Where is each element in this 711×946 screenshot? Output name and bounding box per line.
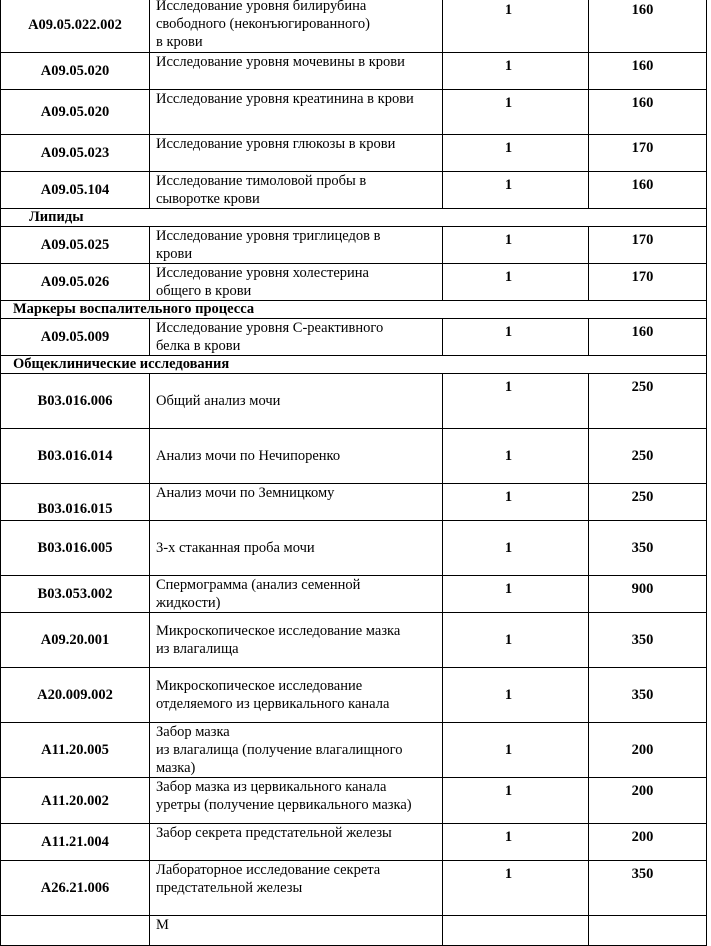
service-price: 250: [589, 484, 707, 521]
service-name: Забор мазка из влагалища (получение влагалищного мазка): [150, 723, 443, 778]
service-quantity: 1: [443, 53, 589, 90]
service-name: 3-х стаканная проба мочи: [150, 521, 443, 576]
service-quantity: 1: [443, 0, 589, 53]
service-quantity: 1: [443, 723, 589, 778]
service-quantity: 1: [443, 521, 589, 576]
service-row: [1, 264, 707, 301]
service-row: [1, 824, 707, 861]
service-code: A09.05.020: [1, 90, 150, 135]
service-price: 350: [589, 613, 707, 668]
service-code: A09.20.001: [1, 613, 150, 668]
service-row: [1, 668, 707, 723]
section-title: Общеклинические исследования: [1, 356, 443, 374]
service-code: A09.05.026: [1, 264, 150, 301]
service-price: 160: [589, 53, 707, 90]
service-quantity: 1: [443, 824, 589, 861]
service-name: Забор мазка из цервикального канала уретры (получение цервикального мазка): [150, 778, 443, 824]
service-price: 170: [589, 264, 707, 301]
service-code: A09.05.023: [1, 135, 150, 172]
service-name: Исследование уровня креатинина в крови: [150, 90, 443, 135]
service-quantity: 1: [443, 576, 589, 613]
service-quantity: 1: [443, 172, 589, 209]
service-code: A11.20.002: [1, 778, 150, 824]
service-price: 350: [589, 861, 707, 916]
service-name: Анализ мочи по Нечипоренко: [150, 429, 443, 484]
service-name: Спермограмма (анализ семенной жидкости): [150, 576, 443, 613]
service-row: [1, 613, 707, 668]
service-quantity: 1: [443, 135, 589, 172]
service-code: B03.016.014: [1, 429, 150, 484]
service-price: 900: [589, 576, 707, 613]
service-price: 200: [589, 824, 707, 861]
service-name: Общий анализ мочи: [150, 374, 443, 429]
service-name: Анализ мочи по Земницкому: [150, 484, 443, 521]
service-row: [1, 227, 707, 264]
service-quantity: 1: [443, 429, 589, 484]
service-row: [1, 135, 707, 172]
service-name: Микроскопическое исследование мазка из влагалища: [150, 613, 443, 668]
service-quantity: [443, 916, 589, 946]
service-code: A11.21.004: [1, 824, 150, 861]
service-row: [1, 172, 707, 209]
service-code: A09.05.020: [1, 53, 150, 90]
service-row: [1, 319, 707, 356]
service-row: [1, 916, 707, 946]
service-row: [1, 429, 707, 484]
service-row: [1, 90, 707, 135]
section-header-row: [1, 209, 707, 227]
service-code: B03.016.005: [1, 521, 150, 576]
service-name: Исследование уровня холестерина общего в крови: [150, 264, 443, 301]
service-price: 250: [589, 374, 707, 429]
service-name: Лабораторное исследование секрета предстательной железы: [150, 861, 443, 916]
service-quantity: 1: [443, 264, 589, 301]
service-price: 170: [589, 227, 707, 264]
service-quantity: 1: [443, 319, 589, 356]
service-code: A09.05.009: [1, 319, 150, 356]
section-blank-cell: [443, 301, 707, 319]
service-code: A20.009.002: [1, 668, 150, 723]
service-quantity: 1: [443, 668, 589, 723]
service-row: [1, 723, 707, 778]
service-quantity: 1: [443, 778, 589, 824]
service-price: 250: [589, 429, 707, 484]
service-code: B03.016.015: [1, 484, 150, 521]
service-quantity: 1: [443, 861, 589, 916]
service-code: B03.016.006: [1, 374, 150, 429]
service-price: 200: [589, 778, 707, 824]
price-table-body: [1, 0, 707, 946]
service-price: 200: [589, 723, 707, 778]
service-name: М: [150, 916, 443, 946]
service-name: Исследование уровня триглицедов в крови: [150, 227, 443, 264]
service-price: 160: [589, 172, 707, 209]
service-row: [1, 521, 707, 576]
service-row: [1, 374, 707, 429]
service-code: B03.053.002: [1, 576, 150, 613]
section-blank-cell: [443, 356, 707, 374]
service-row: [1, 0, 707, 53]
service-name: Исследование уровня С-реактивного белка в крови: [150, 319, 443, 356]
service-quantity: 1: [443, 613, 589, 668]
service-name: Исследование уровня глюкозы в крови: [150, 135, 443, 172]
section-header-row: [1, 356, 707, 374]
service-row: [1, 861, 707, 916]
section-title: Маркеры воспалительного процесса: [1, 301, 443, 319]
service-quantity: 1: [443, 374, 589, 429]
service-code: A09.05.025: [1, 227, 150, 264]
service-name: Исследование уровня билирубина свободного (неконъюгированного) в крови: [150, 0, 443, 53]
service-code: A11.20.005: [1, 723, 150, 778]
section-header-row: [1, 301, 707, 319]
service-row: [1, 778, 707, 824]
section-title: Липиды: [1, 209, 443, 227]
service-price: 170: [589, 135, 707, 172]
service-row: [1, 576, 707, 613]
service-name: Микроскопическое исследование отделяемого из цервикального канала: [150, 668, 443, 723]
service-code: [1, 916, 150, 946]
section-blank-cell: [443, 209, 707, 227]
service-price: 160: [589, 319, 707, 356]
service-price: 160: [589, 0, 707, 53]
service-price: 350: [589, 521, 707, 576]
service-code: A09.05.104: [1, 172, 150, 209]
service-price: 350: [589, 668, 707, 723]
service-name: Исследование уровня мочевины в крови: [150, 53, 443, 90]
service-row: [1, 484, 707, 521]
service-name: Исследование тимоловой пробы в сыворотке крови: [150, 172, 443, 209]
service-price: [589, 916, 707, 946]
service-row: [1, 53, 707, 90]
service-quantity: 1: [443, 484, 589, 521]
service-quantity: 1: [443, 90, 589, 135]
service-code: A09.05.022.002: [1, 0, 150, 53]
service-price: 160: [589, 90, 707, 135]
service-code: A26.21.006: [1, 861, 150, 916]
service-name: Забор секрета предстательной железы: [150, 824, 443, 861]
service-quantity: 1: [443, 227, 589, 264]
